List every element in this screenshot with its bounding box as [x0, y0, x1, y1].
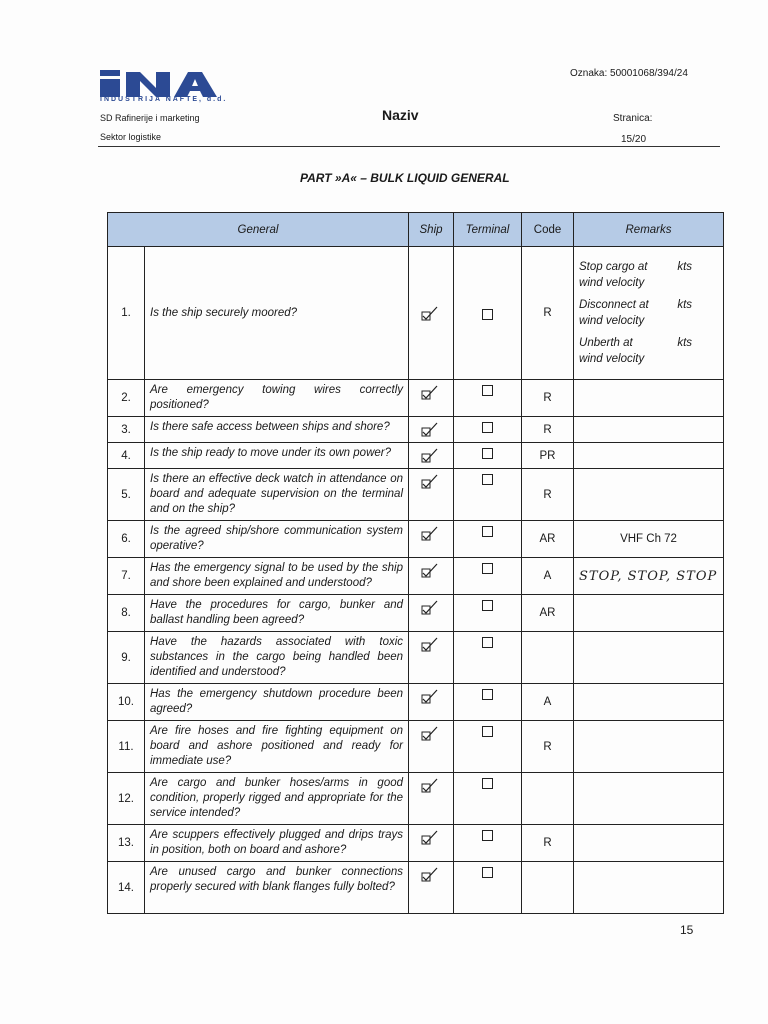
- row-number: 3.: [108, 417, 145, 443]
- empty-box-icon: [482, 637, 493, 648]
- table-row: [108, 721, 724, 773]
- remarks-cell: [574, 247, 724, 380]
- remarks-cell: [574, 521, 724, 558]
- code-cell: R: [522, 825, 574, 862]
- row-number: 8.: [108, 595, 145, 632]
- empty-box-icon: [482, 385, 493, 396]
- table-row: [108, 862, 724, 914]
- handwritten-remark: STOP, STOP, STOP: [579, 568, 718, 584]
- row-number: 11.: [108, 721, 145, 773]
- empty-box-icon: [482, 778, 493, 789]
- remark-unit: kts: [677, 337, 693, 349]
- row-number: 2.: [108, 380, 145, 417]
- remarks-cell: [574, 773, 724, 825]
- checked-box-icon: [421, 600, 441, 616]
- checklist-table: [107, 212, 724, 914]
- row-number: 7.: [108, 558, 145, 595]
- checked-box-icon: [421, 637, 441, 653]
- empty-box-icon: [482, 689, 493, 700]
- terminal-checkbox[interactable]: [454, 825, 522, 862]
- ship-checkbox[interactable]: [409, 632, 454, 684]
- question-text: Are unused cargo and bunker connections properly secured with blank flanges fully bolted?: [145, 862, 409, 914]
- table-row: [108, 632, 724, 684]
- document-code: Oznaka: 50001068/394/24: [570, 68, 688, 79]
- question-text: Are fire hoses and fire fighting equipment on board and ashore positioned and ready for immediate use?: [145, 721, 409, 773]
- terminal-checkbox[interactable]: [454, 721, 522, 773]
- table-row: [108, 684, 724, 721]
- table-row: [108, 247, 724, 380]
- page-number: 15: [680, 923, 694, 937]
- row-number: 1.: [108, 247, 145, 380]
- org-line-1: SD Rafinerije i marketing: [100, 113, 200, 123]
- table-header-row: [108, 213, 724, 247]
- terminal-checkbox[interactable]: [454, 247, 522, 380]
- remarks-cell: [574, 469, 724, 521]
- ship-checkbox[interactable]: [409, 380, 454, 417]
- terminal-checkbox[interactable]: [454, 558, 522, 595]
- table-row: [108, 595, 724, 632]
- terminal-checkbox[interactable]: [454, 632, 522, 684]
- remark-unit: kts: [677, 299, 693, 311]
- ship-checkbox[interactable]: [409, 862, 454, 914]
- checked-box-icon: [421, 778, 441, 794]
- empty-box-icon: [482, 526, 493, 537]
- ship-checkbox[interactable]: [409, 417, 454, 443]
- code-cell: PR: [522, 443, 574, 469]
- row-number: 9.: [108, 632, 145, 684]
- remarks-cell: [574, 684, 724, 721]
- checked-box-icon: [421, 726, 441, 742]
- header-remarks: Remarks: [574, 213, 724, 247]
- remarks-cell: [574, 721, 724, 773]
- ship-checkbox[interactable]: [409, 773, 454, 825]
- empty-box-icon: [482, 309, 493, 320]
- ship-checkbox[interactable]: [409, 825, 454, 862]
- row-number: 6.: [108, 521, 145, 558]
- question-text: Is the agreed ship/shore communication system operative?: [145, 521, 409, 558]
- ship-checkbox[interactable]: [409, 721, 454, 773]
- code-cell: A: [522, 558, 574, 595]
- header-general: General: [108, 213, 409, 247]
- remark-text: VHF Ch 72: [620, 533, 677, 545]
- code-cell: [522, 773, 574, 825]
- checked-box-icon: [421, 422, 441, 438]
- code-cell: [522, 632, 574, 684]
- row-number: 5.: [108, 469, 145, 521]
- code-cell: R: [522, 469, 574, 521]
- remark-unit: kts: [677, 261, 693, 273]
- remark-text: Disconnect at: [579, 299, 649, 311]
- remark-text: wind velocity: [579, 315, 645, 327]
- checked-box-icon: [421, 385, 441, 401]
- row-number: 4.: [108, 443, 145, 469]
- logo-subtitle: INDUSTRIJA NAFTE, d.d.: [100, 96, 228, 103]
- header-terminal: Terminal: [454, 213, 522, 247]
- remarks-cell: [574, 825, 724, 862]
- ship-checkbox[interactable]: [409, 558, 454, 595]
- ship-checkbox[interactable]: [409, 443, 454, 469]
- page-counter: 15/20: [621, 134, 647, 145]
- checked-box-icon: [421, 474, 441, 490]
- empty-box-icon: [482, 563, 493, 574]
- ship-checkbox[interactable]: [409, 684, 454, 721]
- table-row: [108, 443, 724, 469]
- empty-box-icon: [482, 600, 493, 611]
- empty-box-icon: [482, 867, 493, 878]
- remark-text: Stop cargo at: [579, 261, 648, 273]
- empty-box-icon: [482, 448, 493, 459]
- table-row: [108, 469, 724, 521]
- checked-box-icon: [421, 830, 441, 846]
- empty-box-icon: [482, 474, 493, 485]
- remark-group: [579, 297, 718, 329]
- question-text: Have the procedures for cargo, bunker and ballast handling been agreed?: [145, 595, 409, 632]
- row-number: 12.: [108, 773, 145, 825]
- code-cell: R: [522, 721, 574, 773]
- row-number: 14.: [108, 862, 145, 914]
- remarks-cell: [574, 632, 724, 684]
- code-cell: R: [522, 380, 574, 417]
- table-row: [108, 417, 724, 443]
- remarks-cell: [574, 862, 724, 914]
- terminal-checkbox[interactable]: [454, 521, 522, 558]
- code-cell: AR: [522, 521, 574, 558]
- terminal-checkbox[interactable]: [454, 595, 522, 632]
- checked-box-icon: [421, 448, 441, 464]
- header-divider: [98, 146, 720, 147]
- row-number: 13.: [108, 825, 145, 862]
- header-ship: Ship: [409, 213, 454, 247]
- terminal-checkbox[interactable]: [454, 417, 522, 443]
- remarks-cell: [574, 558, 724, 595]
- terminal-checkbox[interactable]: [454, 380, 522, 417]
- ship-checkbox[interactable]: [409, 595, 454, 632]
- checked-box-icon: [421, 306, 441, 322]
- table-row: [108, 380, 724, 417]
- org-line-2: Sektor logistike: [100, 132, 162, 142]
- remark-text: Unberth at: [579, 337, 633, 349]
- checked-box-icon: [421, 563, 441, 579]
- terminal-checkbox[interactable]: [454, 443, 522, 469]
- code-cell: R: [522, 417, 574, 443]
- question-text: Is the ship securely moored?: [145, 247, 409, 380]
- remark-text: wind velocity: [579, 353, 645, 365]
- ship-checkbox[interactable]: [409, 469, 454, 521]
- terminal-checkbox[interactable]: [454, 773, 522, 825]
- table-row: [108, 825, 724, 862]
- question-text: Is there an effective deck watch in attendance on board and adequate supervision on the terminal and on the ship?: [145, 469, 409, 521]
- question-text: Is there safe access between ships and shore?: [145, 417, 409, 443]
- remark-text: wind velocity: [579, 277, 645, 289]
- code-cell: A: [522, 684, 574, 721]
- remark-group: [579, 259, 718, 291]
- ship-checkbox[interactable]: [409, 521, 454, 558]
- question-text: Has the emergency signal to be used by the ship and shore been explained and understood?: [145, 558, 409, 595]
- question-text: Are emergency towing wires correctly positioned?: [145, 380, 409, 417]
- question-text: Is the ship ready to move under its own power?: [145, 443, 409, 469]
- remarks-cell: [574, 443, 724, 469]
- table-row: [108, 521, 724, 558]
- remarks-cell: [574, 380, 724, 417]
- checked-box-icon: [421, 867, 441, 883]
- row-number: 10.: [108, 684, 145, 721]
- question-text: Are scuppers effectively plugged and drips trays in position, both on board and ashore?: [145, 825, 409, 862]
- table-row: [108, 773, 724, 825]
- page-label: Stranica:: [613, 113, 653, 124]
- document-title: Naziv: [382, 107, 419, 123]
- ship-checkbox[interactable]: [409, 247, 454, 380]
- empty-box-icon: [482, 830, 493, 841]
- empty-box-icon: [482, 726, 493, 737]
- checked-box-icon: [421, 689, 441, 705]
- code-cell: AR: [522, 595, 574, 632]
- checked-box-icon: [421, 526, 441, 542]
- terminal-checkbox[interactable]: [454, 469, 522, 521]
- terminal-checkbox[interactable]: [454, 862, 522, 914]
- question-text: Have the hazards associated with toxic substances in the cargo being handled been identified and understood?: [145, 632, 409, 684]
- table-row: [108, 558, 724, 595]
- question-text: Has the emergency shutdown procedure been agreed?: [145, 684, 409, 721]
- header-code: Code: [522, 213, 574, 247]
- part-title: PART »A« – BULK LIQUID GENERAL: [300, 171, 510, 185]
- terminal-checkbox[interactable]: [454, 684, 522, 721]
- remarks-cell: [574, 595, 724, 632]
- code-cell: [522, 862, 574, 914]
- remarks-cell: [574, 417, 724, 443]
- code-cell: R: [522, 247, 574, 380]
- remark-group: [579, 335, 718, 367]
- question-text: Are cargo and bunker hoses/arms in good condition, properly rigged and appropriate for the service intended?: [145, 773, 409, 825]
- empty-box-icon: [482, 422, 493, 433]
